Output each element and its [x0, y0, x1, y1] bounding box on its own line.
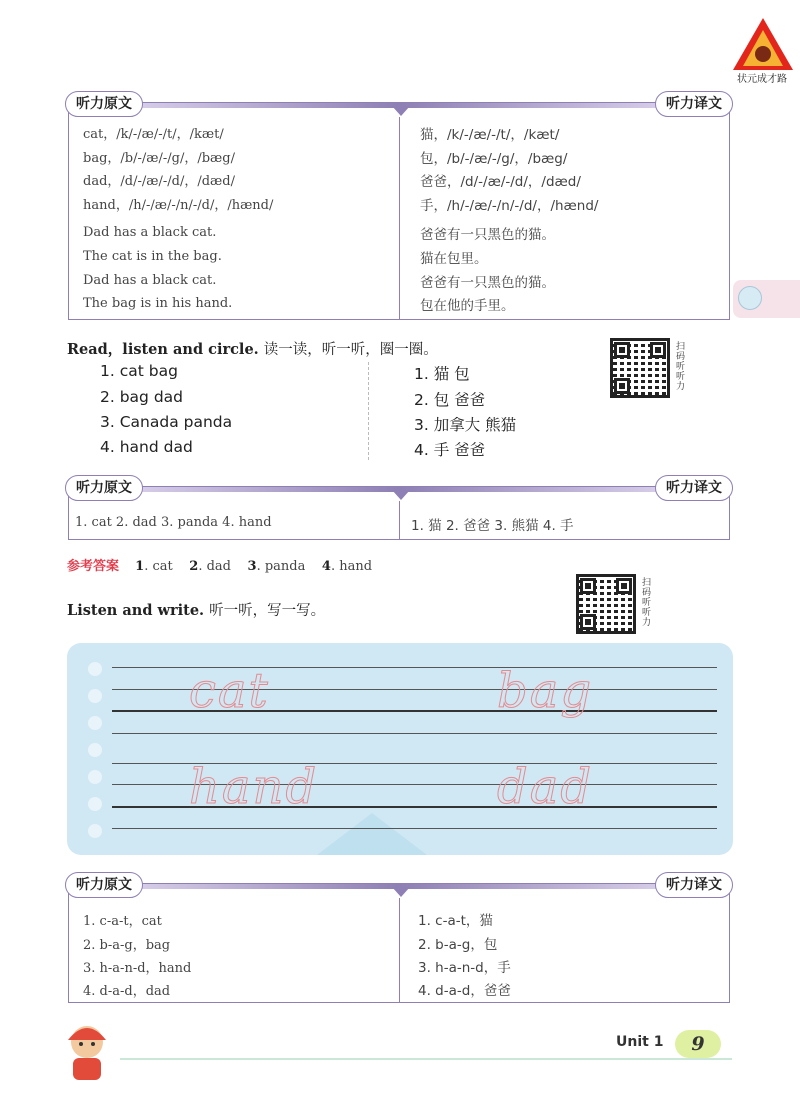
qr-caption-char: 码 [642, 588, 652, 598]
traced-word: dad [497, 759, 594, 815]
writing-line [112, 733, 717, 734]
choice-item-cn[interactable]: 2. 包 爸爸 [414, 391, 486, 409]
box-divider [399, 898, 400, 1002]
footer-rule [120, 1058, 732, 1060]
decor-dot [88, 716, 102, 730]
translation-line: 2. b-a-g，包 [418, 937, 498, 953]
box-notch [392, 106, 410, 116]
mascot-icon [738, 286, 762, 310]
translation-line: 手，/h/-/æ/-/n/-/d/，/hænd/ [420, 198, 599, 214]
qr-caption-char: 扫 [676, 342, 686, 352]
translation-line: 包在他的手里。 [420, 298, 515, 314]
qr-caption [676, 342, 688, 392]
translation-line: 爸爸，/d/-/æ/-/d/，/dæd/ [420, 174, 581, 190]
original-line: hand，/h/-/æ/-/n/-/d/，/hænd/ [83, 198, 274, 213]
qr-caption-char: 听 [676, 362, 686, 372]
original-line: 4. d-a-d，dad [83, 984, 171, 999]
box-notch [392, 490, 410, 500]
answer-word: . hand [330, 559, 373, 574]
original-line: bag，/b/-/æ/-/g/，/bæg/ [83, 151, 235, 166]
traced-word: bag [497, 663, 594, 719]
qr-eye [614, 378, 630, 394]
title-cn: 读一读，听一听，圈一圈。 [263, 342, 438, 358]
original-line: The cat is in the bag. [83, 249, 222, 264]
qr-caption-char: 码 [676, 352, 686, 362]
translation-line: 3. h-a-n-d，手 [418, 960, 511, 976]
reference-answer [67, 555, 372, 574]
original-line: Dad has a black cat. [83, 225, 217, 240]
writing-line [112, 828, 717, 829]
choice-item-cn[interactable]: 3. 加拿大 熊猫 [414, 416, 517, 434]
translation-line: 4. d-a-d，爸爸 [418, 983, 511, 999]
answer-num: 3 [247, 559, 257, 574]
answer-num: 1 [135, 559, 145, 574]
label-translation: 听力译文 [655, 475, 733, 501]
original-line: 1. c-a-t，cat [83, 914, 162, 929]
side-tab [733, 280, 800, 318]
answer-word: . dad [198, 559, 231, 574]
transcript-box-1 [68, 96, 730, 320]
answer-word: . cat [144, 559, 173, 574]
qr-eye [616, 578, 632, 594]
original-line: Dad has a black cat. [83, 273, 217, 288]
qr-caption-char: 听 [676, 372, 686, 382]
handwriting-area[interactable] [67, 643, 733, 855]
label-translation: 听力译文 [655, 872, 733, 898]
section-read-listen-circle-title [67, 338, 438, 359]
box-divider [399, 117, 400, 319]
title-cn: 听一听，写一写。 [209, 603, 326, 619]
translation-line: 爸爸有一只黑色的猫。 [420, 227, 555, 243]
qr-eye [614, 342, 630, 358]
section-listen-write-title [67, 599, 325, 620]
qr-eye [650, 342, 666, 358]
label-original: 听力原文 [65, 475, 143, 501]
answer-num: 2 [189, 559, 199, 574]
decor-dot [88, 824, 102, 838]
label-translation: 听力译文 [655, 91, 733, 117]
qr-code-icon[interactable] [610, 338, 670, 398]
original-line: 2. b-a-g，bag [83, 938, 171, 953]
original-line: 3. h-a-n-d，hand [83, 961, 192, 976]
transcript-box-3 [68, 877, 730, 1003]
page-number: 9 [675, 1030, 721, 1058]
qr-caption-char: 力 [642, 618, 652, 628]
original-line: cat，/k/-/æ/-/t/，/kæt/ [83, 127, 224, 142]
choice-item-cn[interactable]: 1. 猫 包 [414, 365, 470, 383]
decor-dot [88, 743, 102, 757]
unit-label: Unit 1 [616, 1034, 664, 1050]
translation-line: 1. 猫 2. 爸爸 3. 熊猫 4. 手 [411, 518, 574, 534]
choice-item[interactable]: 1. cat bag [100, 362, 178, 380]
title-en: Listen and write. [67, 602, 205, 619]
qr-caption-char: 听 [642, 598, 652, 608]
choice-item[interactable]: 4. hand dad [100, 438, 193, 456]
column-divider [368, 362, 369, 460]
answer-word: . panda [256, 559, 306, 574]
translation-line: 1. c-a-t，猫 [418, 913, 493, 929]
decor-dot [88, 689, 102, 703]
box-divider [399, 501, 400, 539]
answer-label: 参考答案 [67, 559, 120, 574]
traced-word: hand [189, 759, 319, 815]
choice-item[interactable]: 2. bag dad [100, 388, 183, 406]
traced-word: cat [189, 663, 270, 719]
original-line: The bag is in his hand. [83, 296, 233, 311]
original-line: 1. cat 2. dad 3. panda 4. hand [75, 515, 272, 530]
translation-line: 包，/b/-/æ/-/g/，/bæg/ [420, 151, 568, 167]
choice-item-cn[interactable]: 4. 手 爸爸 [414, 441, 486, 459]
box-notch [392, 887, 410, 897]
qr-eye [580, 614, 596, 630]
decor-dot [88, 797, 102, 811]
answer-num: 4 [321, 559, 331, 574]
decor-triangle [317, 813, 427, 855]
decor-dot [88, 770, 102, 784]
mascot-icon [56, 1020, 118, 1084]
qr-code-icon[interactable] [576, 574, 636, 634]
qr-caption-char: 听 [642, 608, 652, 618]
translation-line: 爸爸有一只黑色的猫。 [420, 275, 555, 291]
translation-line: 猫在包里。 [420, 251, 488, 267]
choice-item[interactable]: 3. Canada panda [100, 413, 233, 431]
transcript-box-2 [68, 480, 730, 540]
label-original: 听力原文 [65, 872, 143, 898]
logo-caption: 状元成才路 [737, 74, 787, 85]
label-original: 听力原文 [65, 91, 143, 117]
decor-dot [88, 662, 102, 676]
original-line: dad，/d/-/æ/-/d/，/dæd/ [83, 174, 235, 189]
qr-caption-char: 力 [676, 382, 686, 392]
translation-line: 猫，/k/-/æ/-/t/，/kæt/ [420, 127, 560, 143]
title-en: Read，listen and circle. [67, 341, 259, 358]
qr-caption-char: 扫 [642, 578, 652, 588]
qr-eye [580, 578, 596, 594]
qr-caption [642, 578, 654, 628]
